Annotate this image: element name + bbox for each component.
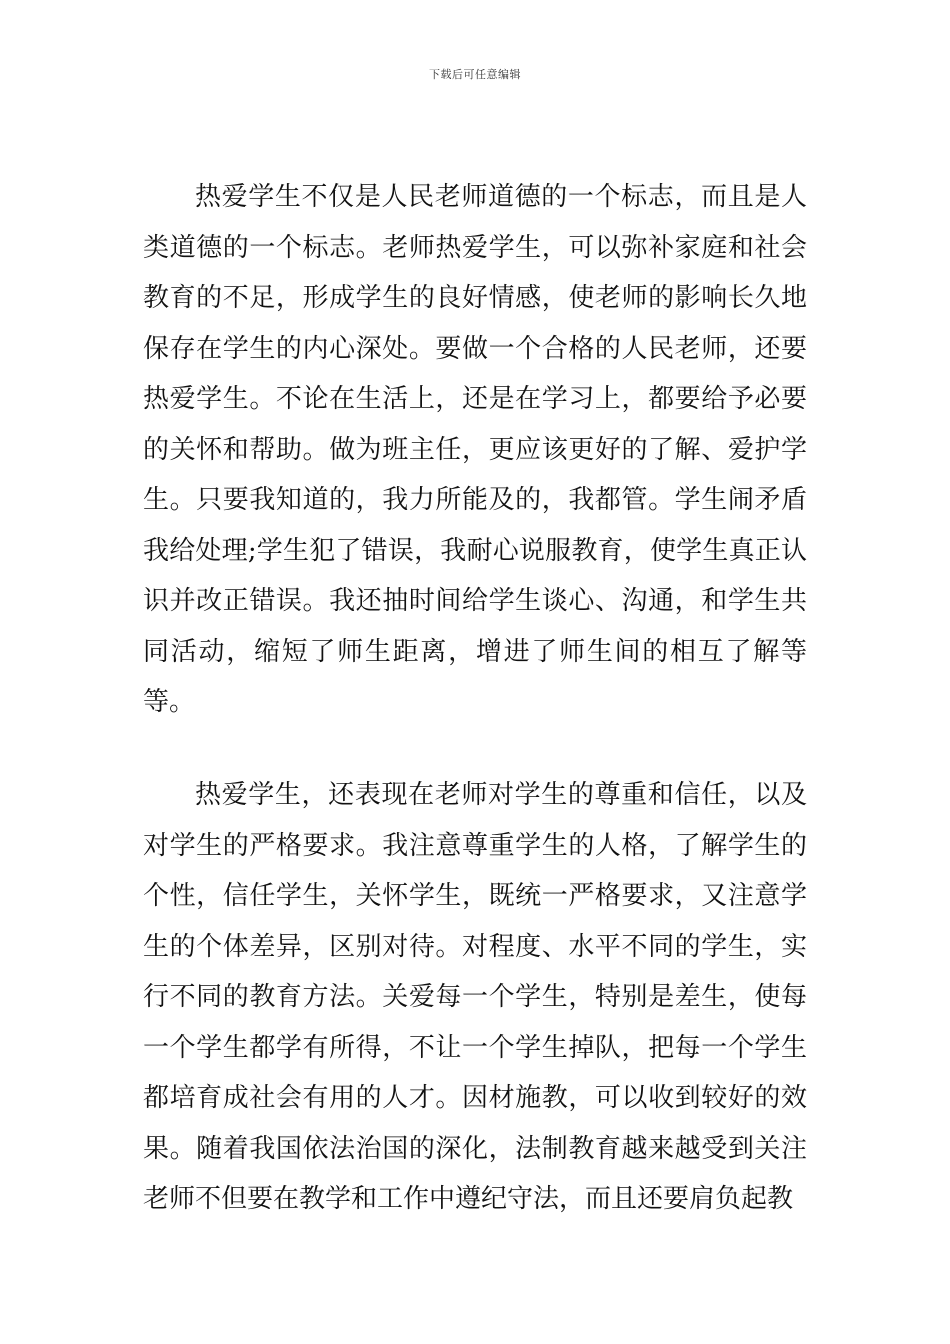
header-note: 下载后可任意编辑 [429, 68, 521, 81]
body-paragraph-2: 热爱学生，还表现在老师对学生的尊重和信任，以及对学生的严格要求。我注意尊重学生的人格，了解学生的个性，信任学生，关怀学生，既统一严格要求，又注意学生的个体差异，区别对待。对程度、水平不同的学生，实行不同的教育方法。关爱每一个学生，特别是差生，使每一个学生都学有所得，不让一个学生掉队，把每一个学生都培育成社会有用的人才。因材施教，可以收到较好的效果。随着我国依法治国的深化，法制教育越来越受到关注老师不但要在教学和工作中遵纪守法，而且还要肩负起教 [143, 780, 807, 1214]
body-paragraph-1: 热爱学生不仅是人民老师道德的一个标志，而且是人类道德的一个标志。老师热爱学生，可以弥补家庭和社会教育的不足，形成学生的良好情感，使老师的影响长久地保存在学生的内心深处。要做一个合格的人民老师，还要热爱学生。不论在生活上，还是在学习上，都要给予必要的关怀和帮助。做为班主任，更应该更好的了解、爱护学生。只要我知道的，我力所能及的，我都管。学生闹矛盾我给处理;学生犯了错误，我耐心说服教育，使学生真正认识并改正错误。我还抽时间给学生谈心、沟通，和学生共同活动，缩短了师生距离，增进了师生间的相互了解等等。 [143, 182, 807, 717]
